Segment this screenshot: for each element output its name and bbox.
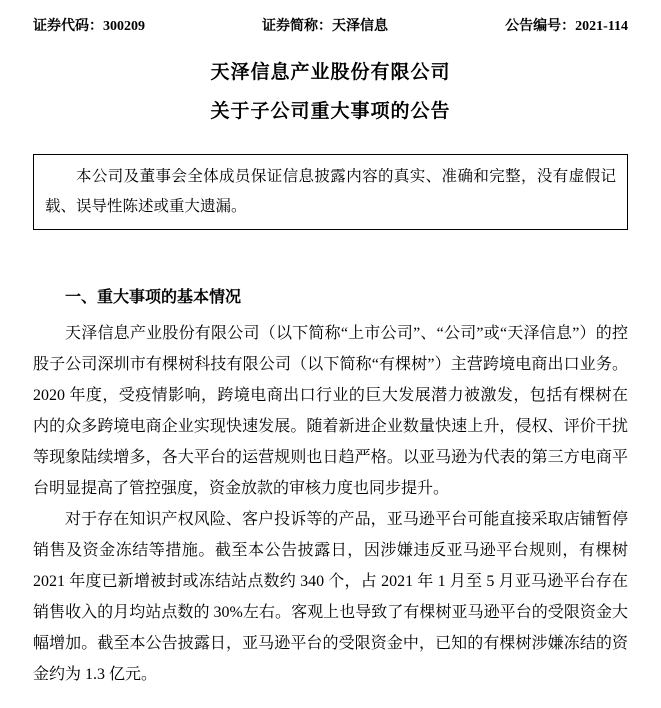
disclaimer-box bbox=[33, 154, 628, 230]
stock-short-name-value: 天泽信息 bbox=[332, 19, 389, 34]
announcement-number bbox=[505, 15, 628, 35]
document-header bbox=[33, 15, 628, 35]
document-title-line-2: 关于子公司重大事项的公告 bbox=[210, 101, 451, 122]
announcement-number-value: 2021-114 bbox=[575, 19, 628, 34]
stock-short-name bbox=[262, 15, 388, 35]
announcement-number-label: 公告编号： bbox=[505, 19, 576, 34]
body-paragraph-1: 天泽信息产业股份有限公司（以下简称“上市公司”、“公司”或“天泽信息”）的控股子公司深圳市有棵树科技有限公司（以下简称“有棵树”）主营跨境电商出口业务。2020 年度，受疫情影响，跨境电商出口行业的巨大发展潜力被激发，包括有棵树在内的众多跨境电商企业实现快速发展。随着新进企业数量快速上升，侵权、评价干扰等现象陆续增多，各大平台的运营规则也日趋严格。以亚马逊为代表的第三方电商平台明显提高了管控强度，资金放款的审核力度也同步提升。 bbox=[33, 325, 628, 497]
stock-code-value: 300209 bbox=[103, 19, 145, 34]
stock-short-name-label: 证券简称： bbox=[262, 19, 333, 34]
document-title-line-1: 天泽信息产业股份有限公司 bbox=[210, 62, 451, 83]
disclaimer-text: 本公司及董事会全体成员保证信息披露内容的真实、准确和完整，没有虚假记载、误导性陈述或重大遗漏。 bbox=[45, 168, 616, 215]
stock-code-label: 证券代码： bbox=[33, 19, 103, 34]
body-paragraph-2: 对于存在知识产权风险、客户投诉等的产品，亚马逊平台可能直接采取店铺暂停销售及资金冻结等措施。截至本公告披露日，因涉嫌违反亚马逊平台规则，有棵树 2021 年度已新增被封或冻结站点数约 340 个，占 2021 年 1 月至 5 月亚马逊平台存在销售收入的月均站点数的 30%左右。客观上也导致了有棵树亚马逊平台的受限资金大幅增加。截至本公告披露日，亚马逊平台的受限资金中，已知的有棵树涉嫌冻结的资金约为 1.3 亿元。 bbox=[33, 511, 628, 683]
stock-code bbox=[33, 15, 145, 35]
section-heading: 一、重大事项的基本情况 bbox=[65, 289, 242, 306]
